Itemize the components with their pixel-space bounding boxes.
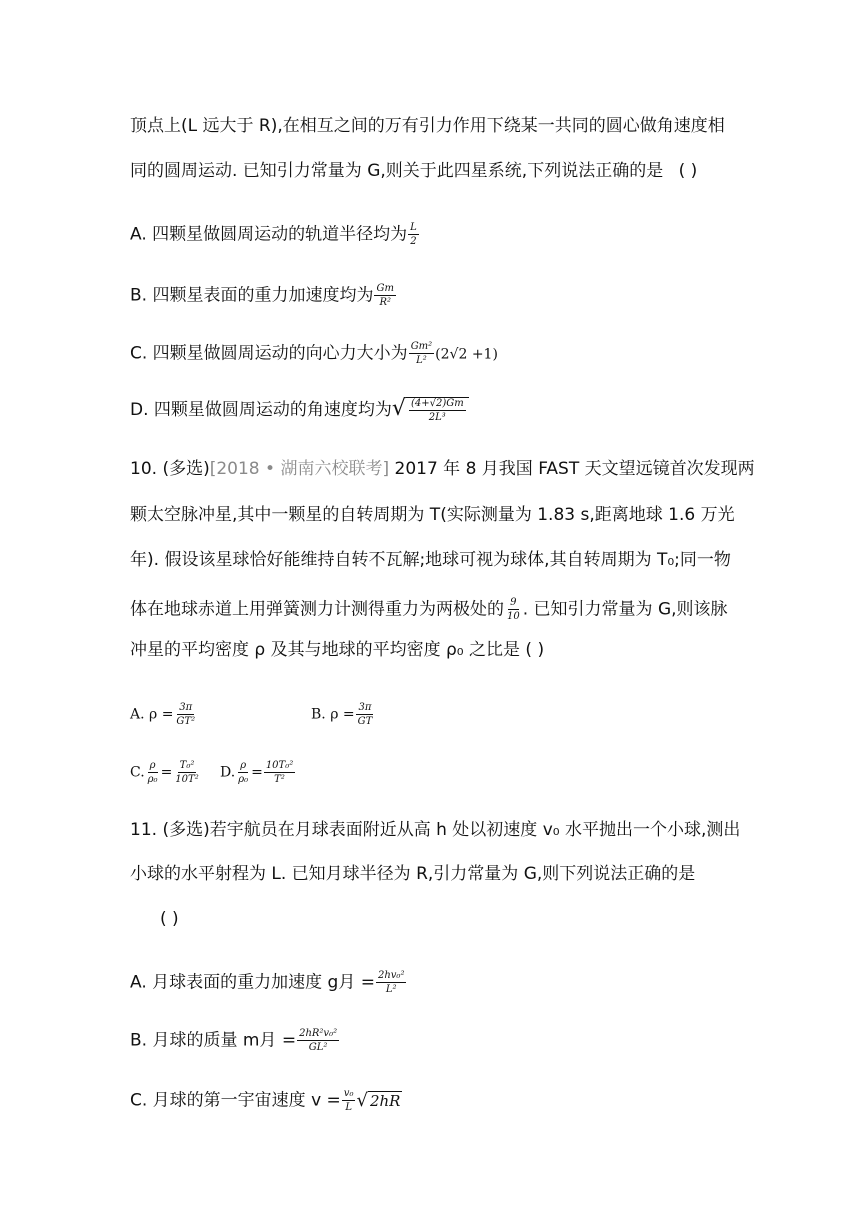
sqrt-radicand: 2hR	[369, 1091, 401, 1110]
q10-option-a-fraction	[174, 702, 197, 727]
q10-line-2: 颗太空脉冲星,其中一颗星的自转周期为 T(实际测量为 1.83 s,距离地球 1.6 万光	[130, 505, 735, 525]
q10-option-c	[130, 760, 202, 785]
q11-option-a-text: A. 月球表面的重力加速度 g月 =	[130, 972, 375, 993]
fraction-denominator: 2	[410, 236, 417, 247]
fraction-denominator: GT²	[176, 716, 196, 727]
q9-line-2-text: 同的圆周运动. 已知引力常量为 G,则关于此四星系统,下列说法正确的是	[130, 161, 664, 181]
q10-option-b	[311, 702, 375, 727]
q9-option-d-text: D. 四颗星做圆周运动的角速度均为	[130, 400, 392, 420]
q9-option-a	[130, 222, 420, 247]
q9-option-b-text: B. 四颗星表面的重力加速度均为	[130, 285, 374, 306]
q9-option-c-text: C. 四颗星做圆周运动的向心力大小为	[130, 343, 408, 364]
q9-option-a-text: A. 四颗星做圆周运动的轨道半径均为	[130, 224, 408, 245]
q9-option-c-tail: (2√2 +1)	[435, 346, 498, 363]
q10-option-a-lhs: A. ρ =	[130, 706, 174, 723]
q11-option-c	[130, 1088, 402, 1113]
fraction-numerator: Gm²	[410, 341, 433, 352]
q11-option-c-fraction	[342, 1088, 356, 1113]
q9-option-d-fraction	[409, 398, 466, 423]
fraction-denominator: ρ₀	[238, 774, 249, 785]
q9-line-2	[130, 163, 697, 180]
fraction-denominator: ρ₀	[147, 774, 158, 785]
q10-line-1-rest: 2017 年 8 月我国 FAST 天文望远镜首次发现两	[389, 459, 755, 479]
fraction-numerator: 3π	[358, 702, 372, 713]
q10-line-5: 冲星的平均密度 ρ 及其与地球的平均密度 ρ₀ 之比是 ( )	[130, 640, 545, 660]
q10-option-b-fraction	[356, 702, 375, 727]
q9-line-1: 顶点上(L 远大于 R),在相互之间的万有引力作用下绕某一共同的圆心做角速度相	[130, 116, 725, 136]
q10-option-c-fraction	[173, 760, 200, 785]
fraction-numerator: ρ	[149, 760, 156, 771]
fraction-numerator: ρ	[240, 760, 247, 771]
q11-answer-paren: ( )	[160, 909, 179, 929]
q10-option-b-lhs: B. ρ =	[311, 706, 355, 723]
q9-option-c	[130, 341, 498, 366]
fraction-denominator: L²	[416, 355, 427, 366]
equals-sign: =	[251, 764, 263, 781]
fraction-numerator: 2hv₀²	[377, 970, 405, 981]
q10-option-d	[220, 760, 296, 785]
fraction-numerator: T₀²	[179, 760, 195, 771]
q11-option-a-fraction	[376, 970, 406, 995]
q9-option-d-sqrt	[392, 397, 469, 423]
fraction-numerator: v₀	[343, 1088, 354, 1099]
q10-option-a	[130, 702, 198, 727]
q10-label: 10. (多选)	[130, 459, 210, 479]
fraction-denominator: L	[345, 1102, 352, 1113]
fraction-denominator: R²	[379, 297, 391, 308]
q10-option-d-fraction	[264, 760, 295, 785]
q10-option-c-lhs: C.	[130, 764, 145, 781]
sqrt-icon: √	[356, 1089, 368, 1111]
fraction-denominator: L²	[385, 984, 397, 995]
q9-option-b	[130, 283, 397, 308]
q9-option-d	[130, 397, 469, 423]
q10-option-d-left-fraction	[236, 760, 250, 785]
q11-line-1: 11. (多选)若宇航员在月球表面附近从高 h 处以初速度 v₀ 水平抛出一个小球,测出	[130, 820, 741, 840]
q11-option-b-fraction	[297, 1028, 339, 1053]
q11-option-a	[130, 970, 407, 995]
q9-option-c-fraction	[409, 341, 434, 366]
q9-option-b-fraction	[374, 283, 395, 308]
q10-line-1	[130, 461, 755, 478]
q10-line-3: 年). 假设该星球恰好能维持自转不瓦解;地球可视为球体,其自转周期为 T₀;同一物	[130, 550, 731, 570]
fraction-numerator: 3π	[179, 702, 193, 713]
fraction-numerator: L	[410, 222, 417, 233]
fraction-numerator: 10T₀²	[265, 760, 294, 771]
q9-answer-paren: ( )	[678, 161, 698, 181]
fraction-denominator: GT	[357, 716, 373, 727]
fraction-numerator: Gm	[376, 283, 394, 294]
sqrt-icon: √	[391, 396, 406, 421]
q11-option-b-text: B. 月球的质量 m月 =	[130, 1030, 297, 1051]
fraction-denominator: GL²	[308, 1042, 328, 1053]
q10-line-4a: 体在地球赤道上用弹簧测力计测得重力为两极处的	[130, 599, 504, 620]
q10-line-4	[130, 597, 728, 622]
fraction-denominator: T²	[274, 774, 285, 785]
equals-sign: =	[160, 764, 173, 781]
fraction-denominator: 10T²	[175, 774, 199, 785]
fraction-numerator: (4+√2)Gm	[410, 398, 464, 409]
q11-option-c-sqrt	[356, 1089, 402, 1111]
q10-option-d-lhs: D.	[220, 764, 236, 781]
q11-line-2: 小球的水平射程为 L. 已知月球半径为 R,引力常量为 G,则下列说法正确的是	[130, 864, 696, 884]
fraction-numerator: 2hR²v₀²	[299, 1028, 338, 1039]
fraction-denominator: 2L³	[428, 412, 446, 423]
q11-option-c-text: C. 月球的第一宇宙速度 v =	[130, 1090, 341, 1111]
q10-ratio-fraction	[505, 597, 522, 622]
q10-line-4b: . 已知引力常量为 G,则该脉	[522, 599, 728, 620]
q11-option-b	[130, 1028, 340, 1053]
q9-option-a-fraction	[408, 222, 419, 247]
fraction-numerator: 9	[510, 597, 517, 608]
q10-option-c-left-fraction	[146, 760, 160, 785]
q10-source: [2018 • 湖南六校联考]	[209, 459, 390, 479]
fraction-denominator: 10	[507, 611, 520, 622]
